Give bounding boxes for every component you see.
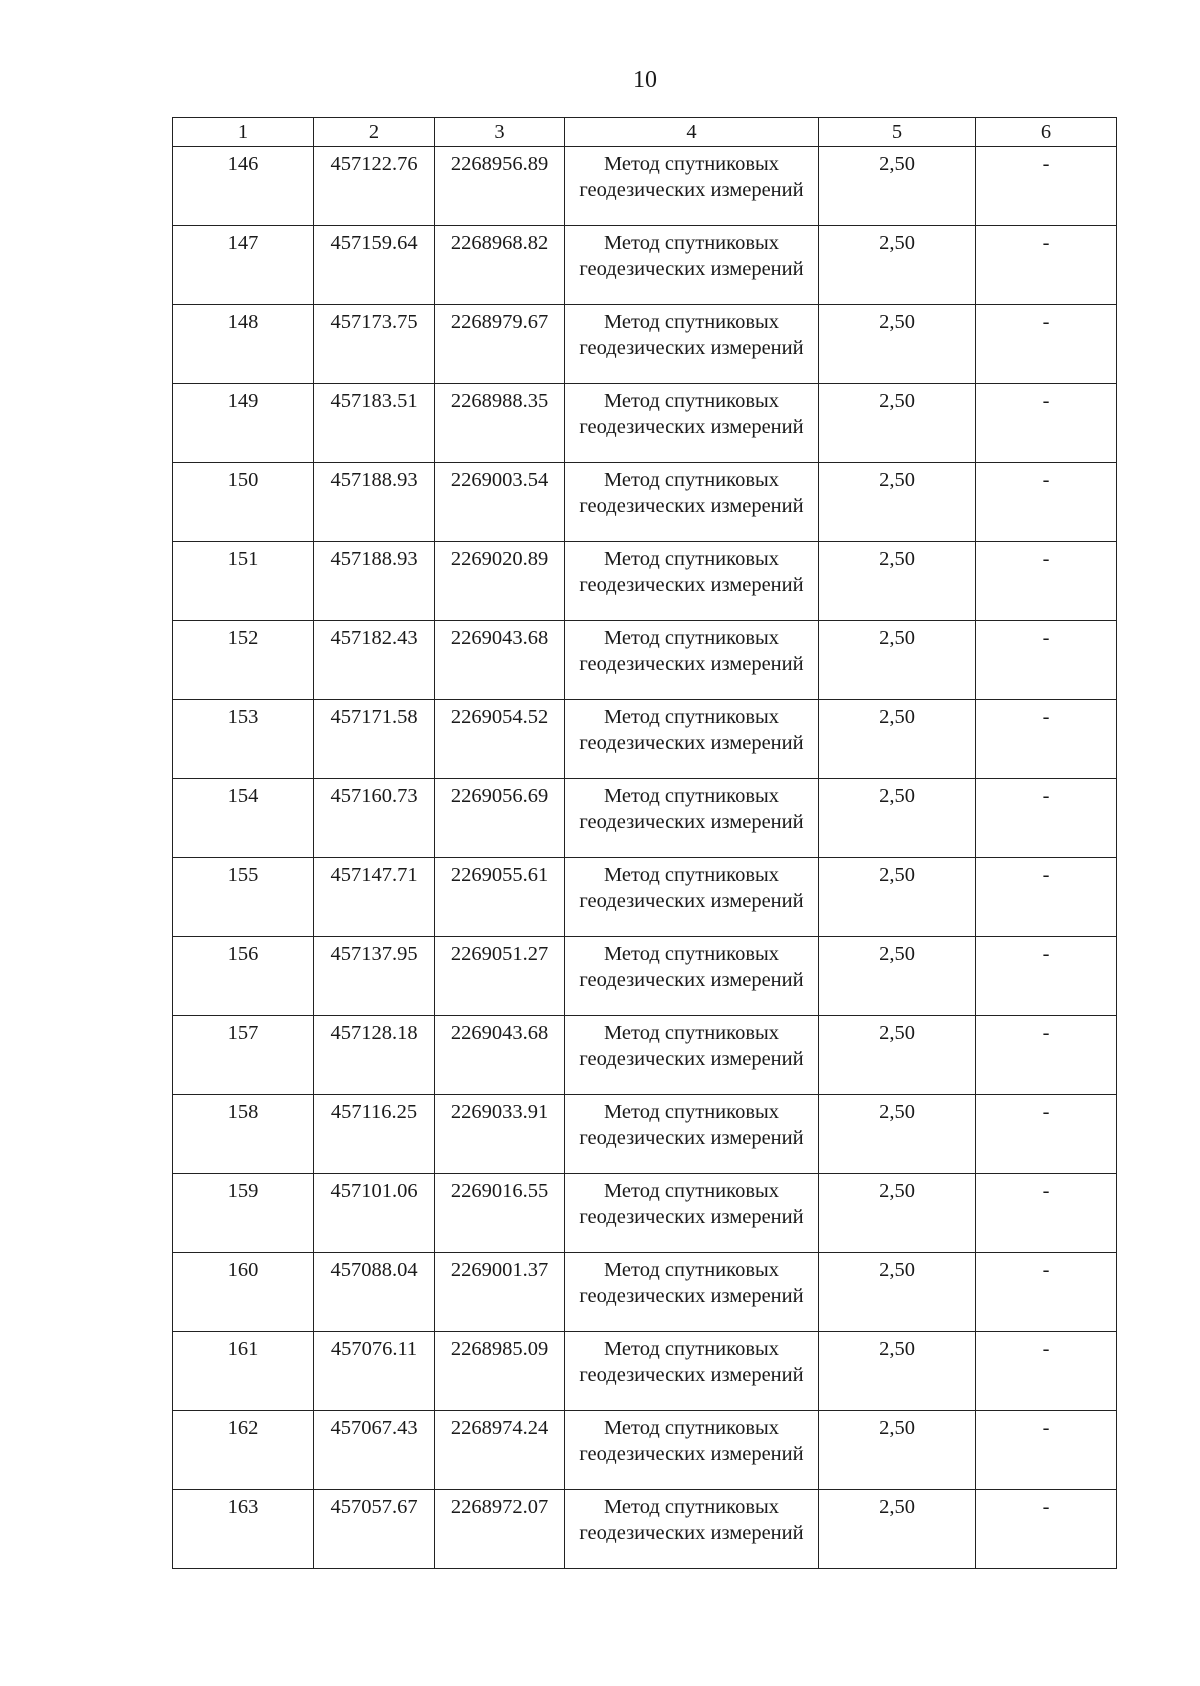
note-cell: - <box>976 937 1117 1016</box>
method-cell <box>565 384 819 463</box>
method-cell <box>565 937 819 1016</box>
method-cell <box>565 1016 819 1095</box>
header-cell-3: 3 <box>435 118 565 147</box>
table-row <box>173 1016 1117 1095</box>
y-coordinate-cell: 2268988.35 <box>435 384 565 463</box>
method-cell <box>565 779 819 858</box>
accuracy-cell: 2,50 <box>819 700 976 779</box>
table-row <box>173 937 1117 1016</box>
accuracy-cell: 2,50 <box>819 1253 976 1332</box>
table-row <box>173 147 1117 226</box>
method-text: Метод спутниковых геодезических измерений <box>579 311 804 359</box>
method-text: Метод спутниковых геодезических измерений <box>579 232 804 280</box>
point-number-cell: 163 <box>173 1490 314 1569</box>
method-text: Метод спутниковых геодезических измерений <box>579 390 804 438</box>
note-cell: - <box>976 542 1117 621</box>
method-text: Метод спутниковых геодезических измерений <box>579 1101 804 1149</box>
method-text: Метод спутниковых геодезических измерений <box>579 785 804 833</box>
point-number-cell: 157 <box>173 1016 314 1095</box>
y-coordinate-cell: 2268979.67 <box>435 305 565 384</box>
accuracy-cell: 2,50 <box>819 621 976 700</box>
table-row <box>173 463 1117 542</box>
accuracy-cell: 2,50 <box>819 1490 976 1569</box>
method-cell <box>565 305 819 384</box>
method-cell <box>565 542 819 621</box>
x-coordinate-cell: 457182.43 <box>314 621 435 700</box>
x-coordinate-cell: 457147.71 <box>314 858 435 937</box>
y-coordinate-cell: 2269054.52 <box>435 700 565 779</box>
y-coordinate-cell: 2269016.55 <box>435 1174 565 1253</box>
method-text: Метод спутниковых геодезических измерений <box>579 1180 804 1228</box>
x-coordinate-cell: 457101.06 <box>314 1174 435 1253</box>
accuracy-cell: 2,50 <box>819 937 976 1016</box>
accuracy-cell: 2,50 <box>819 1095 976 1174</box>
table-row <box>173 858 1117 937</box>
method-text: Метод спутниковых геодезических измерений <box>579 706 804 754</box>
y-coordinate-cell: 2269020.89 <box>435 542 565 621</box>
table-row <box>173 1253 1117 1332</box>
table-row <box>173 305 1117 384</box>
method-cell <box>565 858 819 937</box>
accuracy-cell: 2,50 <box>819 779 976 858</box>
method-cell <box>565 147 819 226</box>
y-coordinate-cell: 2268956.89 <box>435 147 565 226</box>
y-coordinate-cell: 2269033.91 <box>435 1095 565 1174</box>
x-coordinate-cell: 457137.95 <box>314 937 435 1016</box>
method-text: Метод спутниковых геодезических измерений <box>579 864 804 912</box>
x-coordinate-cell: 457188.93 <box>314 542 435 621</box>
method-text: Метод спутниковых геодезических измерений <box>579 627 804 675</box>
header-cell-5: 5 <box>819 118 976 147</box>
table-row <box>173 542 1117 621</box>
method-cell <box>565 1490 819 1569</box>
header-cell-2: 2 <box>314 118 435 147</box>
x-coordinate-cell: 457160.73 <box>314 779 435 858</box>
accuracy-cell: 2,50 <box>819 858 976 937</box>
x-coordinate-cell: 457122.76 <box>314 147 435 226</box>
accuracy-cell: 2,50 <box>819 1174 976 1253</box>
method-text: Метод спутниковых геодезических измерений <box>579 1022 804 1070</box>
accuracy-cell: 2,50 <box>819 305 976 384</box>
point-number-cell: 151 <box>173 542 314 621</box>
method-cell <box>565 226 819 305</box>
method-text: Метод спутниковых геодезических измерений <box>579 469 804 517</box>
table-row <box>173 1490 1117 1569</box>
point-number-cell: 146 <box>173 147 314 226</box>
table-row <box>173 700 1117 779</box>
note-cell: - <box>976 779 1117 858</box>
note-cell: - <box>976 305 1117 384</box>
accuracy-cell: 2,50 <box>819 463 976 542</box>
note-cell: - <box>976 1174 1117 1253</box>
note-cell: - <box>976 621 1117 700</box>
note-cell: - <box>976 700 1117 779</box>
note-cell: - <box>976 1332 1117 1411</box>
y-coordinate-cell: 2269001.37 <box>435 1253 565 1332</box>
point-number-cell: 153 <box>173 700 314 779</box>
x-coordinate-cell: 457116.25 <box>314 1095 435 1174</box>
y-coordinate-cell: 2269043.68 <box>435 1016 565 1095</box>
point-number-cell: 152 <box>173 621 314 700</box>
table-row <box>173 1411 1117 1490</box>
method-text: Метод спутниковых геодезических измерений <box>579 1496 804 1544</box>
header-row <box>173 118 1117 147</box>
coordinates-table <box>172 117 1117 1569</box>
point-number-cell: 147 <box>173 226 314 305</box>
table-row <box>173 621 1117 700</box>
table-row <box>173 1095 1117 1174</box>
x-coordinate-cell: 457076.11 <box>314 1332 435 1411</box>
method-cell <box>565 621 819 700</box>
method-cell <box>565 1332 819 1411</box>
y-coordinate-cell: 2268972.07 <box>435 1490 565 1569</box>
accuracy-cell: 2,50 <box>819 542 976 621</box>
note-cell: - <box>976 463 1117 542</box>
y-coordinate-cell: 2268968.82 <box>435 226 565 305</box>
x-coordinate-cell: 457188.93 <box>314 463 435 542</box>
note-cell: - <box>976 1253 1117 1332</box>
table-row <box>173 384 1117 463</box>
accuracy-cell: 2,50 <box>819 147 976 226</box>
header-cell-4: 4 <box>565 118 819 147</box>
method-text: Метод спутниковых геодезических измерений <box>579 943 804 991</box>
note-cell: - <box>976 1016 1117 1095</box>
point-number-cell: 161 <box>173 1332 314 1411</box>
y-coordinate-cell: 2268985.09 <box>435 1332 565 1411</box>
point-number-cell: 150 <box>173 463 314 542</box>
method-cell <box>565 1174 819 1253</box>
x-coordinate-cell: 457171.58 <box>314 700 435 779</box>
table-body <box>173 147 1117 1569</box>
table-row <box>173 779 1117 858</box>
accuracy-cell: 2,50 <box>819 1332 976 1411</box>
note-cell: - <box>976 147 1117 226</box>
header-cell-1: 1 <box>173 118 314 147</box>
page-number: 10 <box>633 67 657 93</box>
note-cell: - <box>976 384 1117 463</box>
y-coordinate-cell: 2269043.68 <box>435 621 565 700</box>
note-cell: - <box>976 858 1117 937</box>
note-cell: - <box>976 1490 1117 1569</box>
y-coordinate-cell: 2269003.54 <box>435 463 565 542</box>
header-cell-6: 6 <box>976 118 1117 147</box>
point-number-cell: 154 <box>173 779 314 858</box>
accuracy-cell: 2,50 <box>819 1016 976 1095</box>
x-coordinate-cell: 457088.04 <box>314 1253 435 1332</box>
method-text: Метод спутниковых геодезических измерений <box>579 548 804 596</box>
method-text: Метод спутниковых геодезических измерений <box>579 153 804 201</box>
x-coordinate-cell: 457183.51 <box>314 384 435 463</box>
method-cell <box>565 1253 819 1332</box>
point-number-cell: 148 <box>173 305 314 384</box>
point-number-cell: 156 <box>173 937 314 1016</box>
point-number-cell: 159 <box>173 1174 314 1253</box>
note-cell: - <box>976 1095 1117 1174</box>
point-number-cell: 160 <box>173 1253 314 1332</box>
method-text: Метод спутниковых геодезических измерений <box>579 1259 804 1307</box>
table-row <box>173 1174 1117 1253</box>
y-coordinate-cell: 2269056.69 <box>435 779 565 858</box>
method-text: Метод спутниковых геодезических измерений <box>579 1417 804 1465</box>
note-cell: - <box>976 226 1117 305</box>
method-cell <box>565 463 819 542</box>
y-coordinate-cell: 2269051.27 <box>435 937 565 1016</box>
accuracy-cell: 2,50 <box>819 226 976 305</box>
x-coordinate-cell: 457128.18 <box>314 1016 435 1095</box>
point-number-cell: 162 <box>173 1411 314 1490</box>
x-coordinate-cell: 457159.64 <box>314 226 435 305</box>
method-cell <box>565 700 819 779</box>
accuracy-cell: 2,50 <box>819 384 976 463</box>
y-coordinate-cell: 2269055.61 <box>435 858 565 937</box>
y-coordinate-cell: 2268974.24 <box>435 1411 565 1490</box>
accuracy-cell: 2,50 <box>819 1411 976 1490</box>
point-number-cell: 158 <box>173 1095 314 1174</box>
x-coordinate-cell: 457057.67 <box>314 1490 435 1569</box>
method-text: Метод спутниковых геодезических измерений <box>579 1338 804 1386</box>
table-header <box>173 118 1117 147</box>
point-number-cell: 149 <box>173 384 314 463</box>
note-cell: - <box>976 1411 1117 1490</box>
table-row <box>173 1332 1117 1411</box>
point-number-cell: 155 <box>173 858 314 937</box>
method-cell <box>565 1411 819 1490</box>
method-cell <box>565 1095 819 1174</box>
x-coordinate-cell: 457067.43 <box>314 1411 435 1490</box>
table-row <box>173 226 1117 305</box>
x-coordinate-cell: 457173.75 <box>314 305 435 384</box>
